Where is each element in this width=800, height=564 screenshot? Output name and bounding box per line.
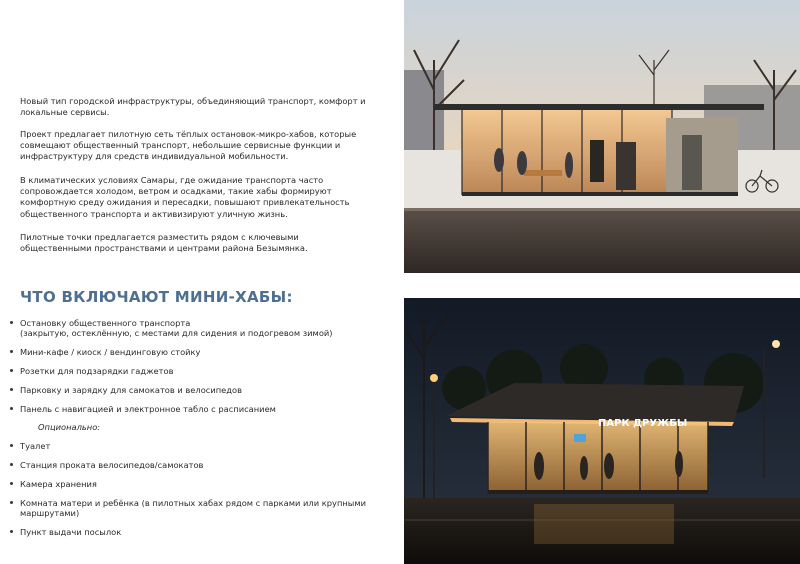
list-item: Комната матери и ребёнка (в пилотных хабах рядом с парками или крупными маршрутами) bbox=[20, 498, 380, 519]
section-heading: ЧТО ВКЛЮЧАЮТ МИНИ-ХАБЫ: bbox=[20, 288, 293, 306]
list-item: Розетки для подзарядки гаджетов bbox=[20, 366, 380, 376]
bullet-icon bbox=[10, 407, 13, 410]
bullet-icon bbox=[10, 388, 13, 391]
night-hub-render bbox=[404, 298, 800, 564]
list-item: Парковку и зарядку для самокатов и велосипедов bbox=[20, 385, 380, 395]
intro-paragraph-1: Новый тип городской инфраструктуры, объединяющий транспорт, комфорт и локальные сервисы. bbox=[20, 96, 366, 118]
text-column bbox=[20, 0, 390, 564]
park-sign: ПАРК ДРУЖБЫ bbox=[598, 418, 688, 429]
bullet-icon bbox=[10, 350, 13, 353]
bullet-icon bbox=[10, 444, 13, 447]
intro-paragraph-4: Пилотные точки предлагается разместить рядом с ключевыми общественными пространствами и центрами района Безымянка. bbox=[20, 232, 308, 254]
optional-label: Опционально: bbox=[38, 422, 101, 433]
bullet-icon bbox=[10, 369, 13, 372]
bullet-icon bbox=[10, 321, 13, 324]
bullet-icon bbox=[10, 501, 13, 504]
list-item: Остановку общественного транспорта (закрытую, остеклённую, с местами для сидения и подогревом зимой) bbox=[20, 318, 380, 339]
features-list bbox=[20, 318, 380, 538]
list-item: Панель с навигацией и электронное табло с расписанием bbox=[20, 404, 380, 414]
intro-paragraph-3: В климатических условиях Самары, где ожидание транспорта часто сопровождается холодом, ветром и осадками, такие хабы формируют комфортную среду ожидания и пересадки, повышают привлекательность общественного транспорта и активизируют уличную жизнь. bbox=[20, 175, 350, 219]
night-hub-illustration bbox=[404, 298, 800, 564]
bullet-icon bbox=[10, 463, 13, 466]
day-hub-render bbox=[404, 0, 800, 273]
list-item: Мини-кафе / киоск / вендинговую стойку bbox=[20, 347, 380, 357]
day-hub-illustration bbox=[404, 0, 800, 273]
list-item: Туалет bbox=[20, 441, 380, 451]
list-item: Станция проката велосипедов/самокатов bbox=[20, 460, 380, 470]
bullet-icon bbox=[10, 482, 13, 485]
list-item: Камера хранения bbox=[20, 479, 380, 489]
intro-paragraph-2: Проект предлагает пилотную сеть тёплых остановок-микро-хабов, которые совмещают общественный транспорт, небольшие сервисные функции и инфраструктуру для средств индивидуальной мобильности. bbox=[20, 129, 357, 162]
bullet-icon bbox=[10, 530, 13, 533]
list-item: Пункт выдачи посылок bbox=[20, 527, 380, 537]
